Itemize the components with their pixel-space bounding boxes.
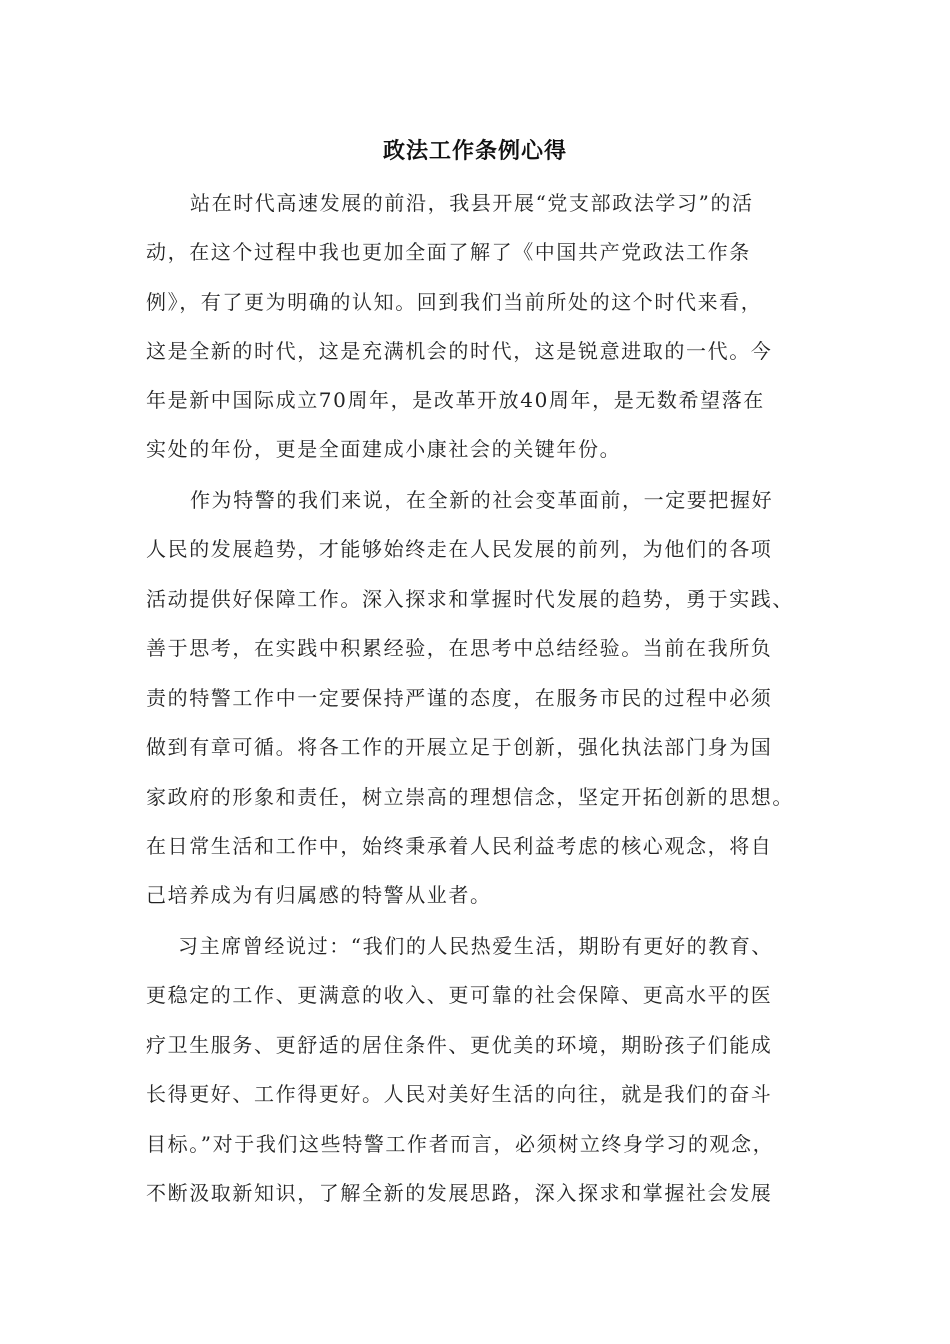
paragraph-line: 例》，有了更为明确的认知。回到我们当前所处的这个时代来看，: [146, 290, 763, 314]
paragraph-line: 在日常生活和工作中，始终秉承着人民利益考虑的核心观念，将自: [146, 834, 773, 858]
paragraph-line: 活动提供好保障工作。深入探求和掌握时代发展的趋势，勇于实践、: [146, 587, 794, 611]
paragraph-line: 实处的年份，更是全面建成小康社会的关键年份。: [146, 437, 622, 461]
paragraph-line: 动，在这个过程中我也更加全面了解了《中国共产党政法工作条: [146, 240, 751, 264]
paragraph-line: 不断汲取新知识，了解全新的发展思路，深入探求和掌握社会发展: [146, 1181, 773, 1205]
paragraph-line: 己培养成为有归属感的特警从业者。: [146, 883, 492, 907]
paragraph-line: 更稳定的工作、更满意的收入、更可靠的社会保障、更高水平的医: [146, 983, 773, 1007]
paragraph-line: 家政府的形象和责任，树立崇高的理想信念，坚定开拓创新的思想。: [146, 785, 794, 809]
document-title: 政法工作条例心得: [382, 139, 567, 164]
paragraph-line: 年是新中国际成立70周年，是改革开放40周年，是无数希望落在: [146, 388, 765, 412]
paragraph-line: 目标。”对于我们这些特警工作者而言，必须树立终身学习的观念，: [146, 1132, 775, 1156]
paragraph-line: 善于思考，在实践中积累经验，在思考中总结经验。当前在我所负: [146, 636, 773, 660]
paragraph-line: 长得更好、工作得更好。人民对美好生活的向往，就是我们的奋斗: [146, 1082, 773, 1106]
paragraph-line: 这是全新的时代，这是充满机会的时代，这是锐意进取的一代。今: [146, 339, 773, 363]
paragraph-line: 做到有章可循。将各工作的开展立足于创新，强化执法部门身为国: [146, 735, 773, 759]
paragraph-line: 站在时代高速发展的前沿，我县开展“党支部政法学习”的活: [190, 191, 754, 215]
paragraph-line: 责的特警工作中一定要保持严谨的态度，在服务市民的过程中必须: [146, 686, 773, 710]
paragraph-line: 习主席曾经说过：“我们的人民热爱生活，期盼有更好的教育、: [178, 934, 774, 958]
paragraph-line: 疗卫生服务、更舒适的居住条件、更优美的环境，期盼孩子们能成: [146, 1033, 773, 1057]
paragraph-line: 作为特警的我们来说，在全新的社会变革面前，一定要把握好: [190, 488, 774, 512]
paragraph-line: 人民的发展趋势，才能够始终走在人民发展的前列，为他们的各项: [146, 537, 773, 561]
